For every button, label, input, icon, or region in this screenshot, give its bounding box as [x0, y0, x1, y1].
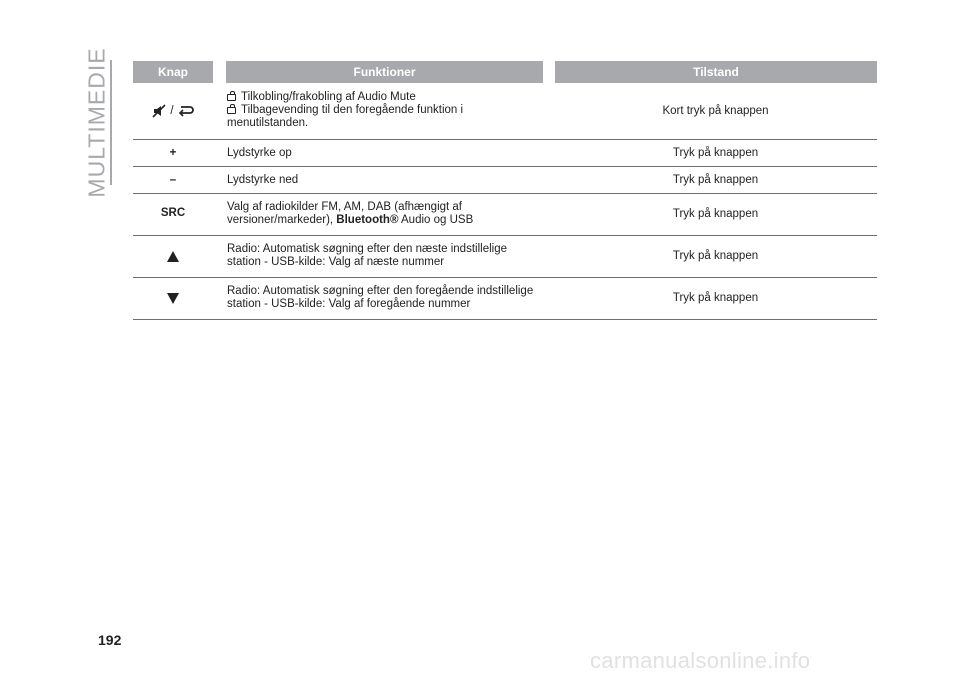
table-row [133, 140, 877, 167]
back-icon [178, 105, 194, 117]
phone-icon [227, 107, 236, 114]
button-cell: + [169, 146, 177, 159]
table-header [133, 61, 877, 83]
button-function-table [133, 61, 877, 320]
triangle-down-icon [167, 293, 179, 304]
state-cell: Tryk på knappen [672, 292, 759, 304]
page-number: 192 [98, 632, 122, 648]
triangle-up-icon [167, 251, 179, 262]
table-row [133, 236, 877, 278]
button-cell: / [133, 83, 213, 139]
section-divider [110, 60, 112, 185]
section-title: MULTIMEDIE [83, 47, 110, 198]
header-state: Tilstand [555, 61, 877, 83]
state-cell: Tryk på knappen [672, 208, 759, 220]
table-row [133, 278, 877, 320]
functions-cell: Lydstyrke op [227, 146, 292, 159]
header-functions: Funktioner [226, 61, 543, 83]
table-row [133, 194, 877, 236]
functions-cell: Radio: Automatisk søgning efter den næste indstillelige station - USB-kilde: Valg af næste nummer [227, 243, 507, 268]
state-cell: Kort tryk på knappen [662, 104, 769, 117]
header-button: Knap [133, 61, 213, 83]
button-cell [133, 278, 213, 319]
functions-cell: Valg af radiokilder FM, AM, DAB (afhængigt af versioner/markeder), Bluetooth® Audio og USB [227, 201, 474, 226]
table-row [133, 167, 877, 194]
button-cell: SRC [160, 207, 186, 219]
button-cell [133, 236, 213, 277]
functions-cell: Tilkobling/frakobling af Audio Mute Tilbagevending til den foregående funktion i menutilstanden. [227, 91, 464, 129]
button-cell: – [169, 173, 177, 186]
functions-cell: Lydstyrke ned [227, 173, 299, 186]
phone-icon [227, 94, 236, 101]
mute-icon [152, 104, 166, 118]
state-cell: Tryk på knappen [672, 146, 759, 159]
watermark: carmanualsonline.info [590, 648, 811, 673]
state-cell: Tryk på knappen [672, 173, 759, 186]
table-row [133, 83, 877, 140]
state-cell: Tryk på knappen [672, 250, 759, 262]
functions-cell: Radio: Automatisk søgning efter den foregående indstillelige station - USB-kilde: Valg af foregående nummer [227, 285, 534, 310]
